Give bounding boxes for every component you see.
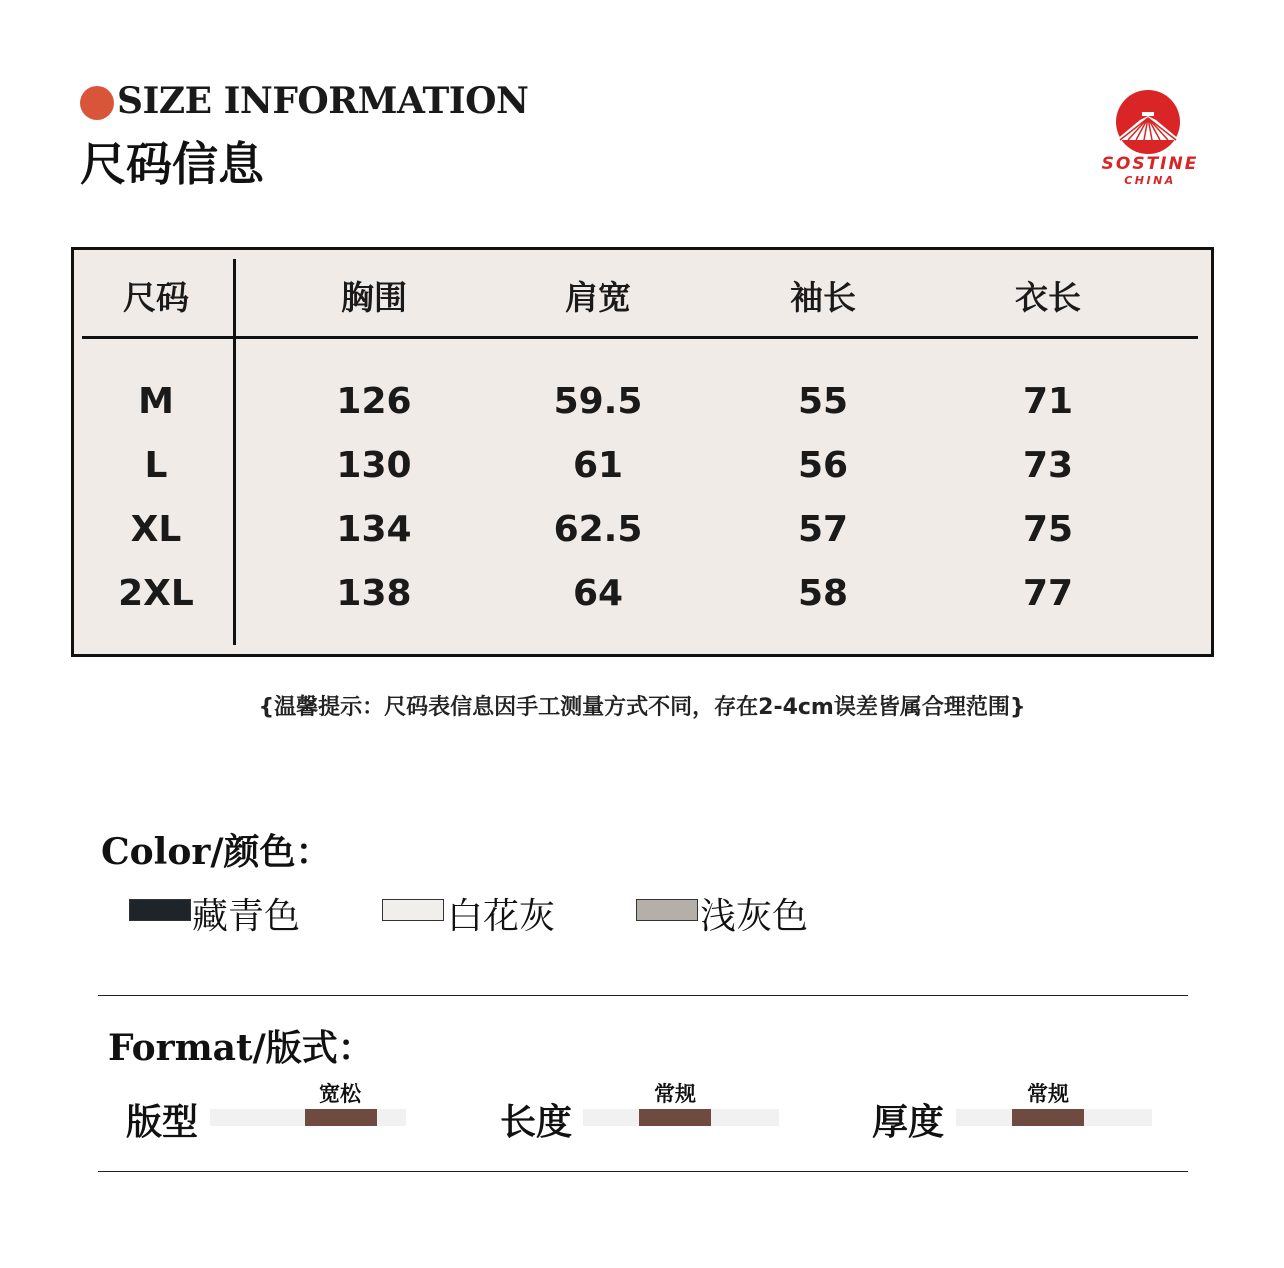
chest-value: 126	[336, 381, 412, 422]
size-label: M	[138, 381, 174, 422]
length-value: 75	[1022, 509, 1074, 550]
size-label: XL	[130, 509, 182, 550]
format-label-length: 长度	[500, 1101, 573, 1143]
size-label: L	[144, 445, 168, 486]
title-chinese: 尺码信息	[80, 137, 264, 191]
logo-subtitle: CHINA	[1124, 174, 1176, 187]
format-tag-fit: 宽松	[319, 1081, 361, 1106]
format-indicator-length	[639, 1109, 711, 1126]
divider-top	[98, 995, 1188, 996]
column-divider	[233, 259, 236, 645]
format-scale-thickness	[956, 1109, 1152, 1126]
color-label: 白花灰	[447, 896, 556, 937]
shoulder-value: 64	[572, 573, 624, 614]
format-section-title: Format/版式：	[108, 1027, 374, 1069]
sleeve-value: 56	[797, 445, 849, 486]
column-header-shoulder: 肩宽	[565, 278, 631, 317]
format-tag-thickness: 常规	[1027, 1081, 1069, 1106]
size-table	[71, 247, 1214, 657]
length-value: 77	[1022, 573, 1074, 614]
column-header-size: 尺码	[123, 278, 189, 317]
color-section-title: Color/颜色：	[101, 831, 332, 873]
size-label: 2XL	[118, 573, 194, 614]
shoulder-value: 62.5	[553, 509, 643, 550]
sleeve-value: 55	[797, 381, 849, 422]
brand-logo	[1098, 88, 1202, 190]
title-english: SIZE INFORMATION	[117, 80, 529, 122]
logo-name: SOSTINE	[1101, 154, 1199, 174]
format-label-thickness: 厚度	[872, 1101, 945, 1143]
format-scale-fit	[210, 1109, 406, 1126]
sun-mountain-icon	[1098, 88, 1202, 154]
sleeve-value: 57	[797, 509, 849, 550]
chest-value: 138	[336, 573, 412, 614]
column-header-sleeve: 袖长	[790, 278, 856, 317]
color-swatch-light-grey	[636, 899, 698, 921]
format-label-fit: 版型	[126, 1101, 199, 1143]
header-divider	[82, 336, 1198, 339]
color-label: 藏青色	[192, 896, 301, 937]
length-value: 71	[1022, 381, 1074, 422]
column-header-length: 衣长	[1015, 278, 1081, 317]
shoulder-value: 61	[572, 445, 624, 486]
color-swatch-navy	[129, 899, 191, 921]
color-label: 浅灰色	[700, 896, 809, 937]
chest-value: 134	[336, 509, 412, 550]
format-indicator-fit	[305, 1109, 377, 1126]
format-tag-length: 常规	[654, 1081, 696, 1106]
length-value: 73	[1022, 445, 1074, 486]
format-indicator-thickness	[1012, 1109, 1084, 1126]
accent-dot	[80, 86, 114, 120]
color-swatch-heather-white	[382, 899, 444, 921]
chest-value: 130	[336, 445, 412, 486]
format-scale-length	[583, 1109, 779, 1126]
shoulder-value: 59.5	[553, 381, 643, 422]
measurement-note: {温馨提示：尺码表信息因手工测量方式不同，存在2-4cm误差皆属合理范围}	[258, 695, 1026, 720]
sleeve-value: 58	[797, 573, 849, 614]
column-header-chest: 胸围	[341, 278, 407, 317]
divider-bottom	[98, 1171, 1188, 1172]
